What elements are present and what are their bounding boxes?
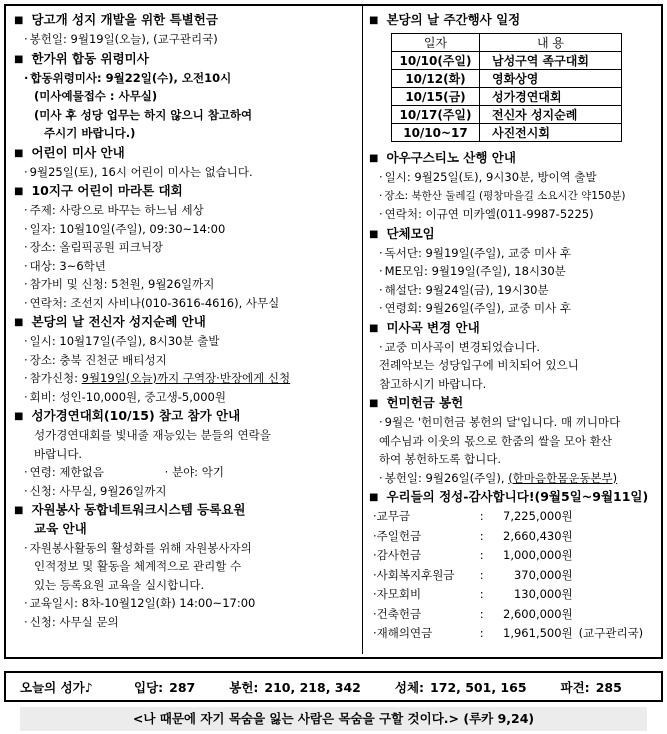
offering-row: · 사회복지후원금 : 370,000원	[369, 566, 659, 586]
offering-row: · 교무금 : 7,225,000원	[369, 507, 659, 527]
offering-row: · 건축헌금 : 2,600,000원	[369, 605, 659, 625]
section-title-cont: 교육 안내	[34, 521, 87, 536]
marathon-section	[14, 181, 360, 312]
offering-name: 자모회비	[376, 587, 422, 601]
row-date: 10/10~17	[392, 124, 480, 142]
text-line: · 9월은 '헌미헌금 봉헌의 달'입니다. 매 끼니마다	[369, 413, 659, 432]
offering-name: 사회복지후원금	[376, 567, 455, 582]
text-line: · 장소: 올림픽공원 피크닉장	[14, 238, 360, 257]
text-line: · 참가비 및 신청: 5천원, 9월26일까지	[14, 275, 360, 294]
field-text: · 분야: 악기	[164, 465, 224, 479]
text-line: 참고하시기 바랍니다.	[379, 376, 487, 391]
text-line: · 교중 미사곡이 변경되었습니다.	[369, 338, 659, 357]
text-line: · 주제: 사랑으로 바꾸는 하느님 세상	[14, 201, 360, 220]
special-offering-section	[14, 10, 360, 49]
text-line	[14, 463, 360, 482]
section-title: ■ 미사곡 변경 안내	[369, 318, 659, 338]
offertory-label: 봉헌:	[229, 679, 259, 695]
row-content: 전신자 성지순례	[480, 106, 622, 124]
section-title: ■ 단체모임	[369, 224, 659, 244]
row-date: 10/12(화)	[392, 70, 480, 88]
text-line: 예수님과 이웃의 몫으로 한줌의 쌀을 모아 환산	[379, 433, 613, 448]
text-line: · 연락처: 조선지 사비나(010-3616-4616), 사무실	[14, 294, 360, 313]
text-line: · 대상: 3~6학년	[14, 257, 360, 276]
offering-row: · 재해의연금 : 1,961,500원 (교구관리국)	[369, 624, 659, 644]
section-title: ■ 당고개 성지 개발을 위한 특별헌금	[14, 10, 360, 30]
entrance-hymn	[134, 678, 195, 696]
memorial-mass-section	[14, 49, 360, 143]
pilgrimage-section	[14, 312, 360, 406]
row-content: 성가경연대회	[480, 88, 622, 106]
choir-contest-section	[14, 406, 360, 500]
communion-hymn	[395, 678, 527, 696]
text-line: · 일시: 10월17일(주일), 8시30분 출발	[14, 332, 360, 351]
mass-music-section	[369, 318, 659, 394]
offertory-hymn	[229, 678, 361, 696]
section-title: ■ 본당의 날 주간행사 일정	[369, 10, 659, 30]
col-content-header: 내 용	[480, 34, 622, 52]
offering-row: · 주일헌금 : 2,660,430원	[369, 527, 659, 547]
offering-amount: 7,225,000원	[503, 509, 573, 523]
row-date: 10/10(주일)	[392, 52, 480, 70]
text-line: 인적정보 및 활동을 체계적으로 관리할 수	[34, 559, 242, 573]
text-line	[14, 369, 360, 388]
text-line: · 일시: 9월25일(토), 9시30분, 방이역 출발	[369, 168, 659, 187]
section-title: ■ 본당의 날 전신자 성지순례 안내	[14, 312, 360, 332]
text-line: 바랍니다.	[34, 446, 83, 461]
text-line: 있는 등록요원 교육을 실시합니다.	[34, 577, 205, 592]
table-row	[392, 88, 622, 106]
section-title: ■ 자원봉사 동합네트워크시스템 등록요원	[14, 500, 360, 520]
text-line: · 장소: 북한산 둘레길 (평창마을길 소요시간 약150분)	[369, 187, 659, 206]
section-title: ■ 어린이 미사 안내	[14, 143, 360, 163]
row-content: 남성구역 족구대회	[480, 52, 622, 70]
row-date: 10/15(금)	[392, 88, 480, 106]
section-title: ■ 성가경연대회(10/15) 참고 참가 안내	[14, 406, 360, 426]
table-header	[392, 34, 622, 52]
table-row	[392, 52, 622, 70]
offering-amount: 2,600,000원	[503, 606, 573, 621]
text-line: · 연락처: 이규연 미카엘(011-9987-5225)	[369, 205, 659, 224]
right-column	[369, 10, 659, 644]
bible-verse: <나 때문에 자기 목숨을 잃는 사람은 목숨을 구할 것이다.> (루카 9,24)	[20, 707, 647, 731]
text-line: 주시기 바랍니다.)	[44, 126, 136, 140]
text-line: 성가경연대회를 빛내줄 재능있는 분들의 연락을	[34, 428, 271, 442]
offering-note: (교구관리국)	[578, 626, 644, 640]
offering-amount: 1,961,500원	[503, 626, 573, 640]
underlined-text: 9월19일(오늘)까지 구역장·반장에게 신청	[81, 371, 291, 385]
table-row	[392, 70, 622, 88]
row-content: 사진전시회	[480, 124, 622, 142]
text-line: (미사예물접수 : 사무실)	[34, 89, 158, 103]
offering-amount: 370,000원	[513, 567, 573, 582]
section-title: ■ 10지구 어린이 마라톤 대회	[14, 181, 360, 201]
offering-name: 재해의연금	[376, 626, 433, 640]
hymn-label: 오늘의 성가♪	[20, 679, 93, 695]
hiking-section	[369, 148, 659, 224]
offering-summary-section	[369, 487, 659, 644]
offering-amount: 1,000,000원	[503, 548, 573, 562]
offering-name: 감사헌금	[376, 548, 422, 562]
volunteer-section	[14, 500, 360, 631]
text-line: · ME모임: 9월19일(주일), 18시30분	[369, 262, 659, 281]
offering-row: · 감사헌금 : 1,000,000원	[369, 546, 659, 566]
text-label: 참가신청:	[29, 371, 82, 385]
text-line: · 일자: 10월10일(주일), 09:30~14:00	[14, 220, 360, 239]
col-date-header: 일자	[392, 34, 480, 52]
column-divider	[362, 6, 363, 654]
entrance-value: 287	[169, 679, 196, 695]
dismissal-value: 285	[595, 679, 622, 695]
section-title: ■ 아우구스티노 산행 안내	[369, 148, 659, 168]
offering-name: 교무금	[376, 509, 410, 523]
offering-amount: 2,660,430원	[503, 528, 573, 543]
offering-name: 주일헌금	[376, 528, 422, 543]
children-mass-section	[14, 143, 360, 182]
group-meeting-section	[369, 224, 659, 318]
dismissal-hymn	[561, 678, 622, 696]
row-content: 영화상영	[480, 70, 622, 88]
text-line	[369, 469, 659, 488]
table-row	[392, 106, 622, 124]
schedule-table	[391, 33, 622, 142]
text-line: · 신청: 사무실 문의	[14, 613, 360, 632]
parish-week-section	[369, 10, 659, 142]
text-label: 봉헌일: 9월26일(주일),	[384, 470, 509, 485]
text-line: · 합동위령미사: 9월22일(수), 오전10시	[14, 69, 360, 88]
section-title: ■ 헌미헌금 봉헌	[369, 393, 659, 413]
text-line: · 해설단: 9월24일(금), 19시30분	[369, 281, 659, 300]
row-date: 10/17(주일)	[392, 106, 480, 124]
text-line: · 신청: 사무실, 9월26일까지	[14, 482, 360, 501]
text-line: · 독서단: 9월19일(주일), 교중 미사 후	[369, 244, 659, 263]
rice-offering-section	[369, 393, 659, 487]
text-line: (미사 후 성당 업무는 하지 않으니 참고하여	[34, 107, 253, 122]
communion-label: 성체:	[394, 679, 425, 695]
text-line: 하여 봉헌하도록 합니다.	[379, 452, 502, 466]
underlined-text: (한마음한몸운동본부)	[508, 470, 618, 485]
text-line: · 교육일시: 8차-10월12일(화) 14:00~17:00	[14, 594, 360, 613]
text-line: · 연령회: 9월26일(주일), 교중 미사 후	[369, 299, 659, 318]
dismissal-label: 파견:	[560, 679, 590, 695]
offering-name: 건축헌금	[376, 606, 422, 621]
offering-row: · 자모회비 : 130,000원	[369, 585, 659, 605]
text-line: · 자원봉사활동의 활성화를 위해 자원봉사자의	[14, 539, 360, 558]
communion-value: 172, 501, 165	[430, 679, 527, 695]
left-column	[14, 10, 360, 631]
section-title: ■ 우리들의 정성-감사합니다!(9월5일~9월11일)	[369, 487, 659, 507]
offering-amount: 130,000원	[513, 587, 573, 601]
text-line: · 회비: 성인-10,000원, 중고생-5,000원	[14, 388, 360, 407]
text-line: · 9월25일(토), 16시 어린이 미사는 없습니다.	[14, 163, 360, 182]
text-line: · 장소: 충북 진천군 배티성지	[14, 351, 360, 370]
text-line: · 봉헌일: 9월19일(오늘), (교구관리국)	[14, 30, 360, 49]
text-line: 전례악보는 성당입구에 비치되어 있으니	[379, 358, 579, 372]
entrance-label: 입당:	[134, 679, 164, 695]
hymn-stats-bar	[4, 671, 663, 702]
age-text: · 연령: 제한없음	[29, 465, 104, 479]
table-row	[392, 124, 622, 142]
offertory-value: 210, 218, 342	[264, 679, 361, 695]
section-title: ■ 한가위 합동 위령미사	[14, 49, 360, 69]
